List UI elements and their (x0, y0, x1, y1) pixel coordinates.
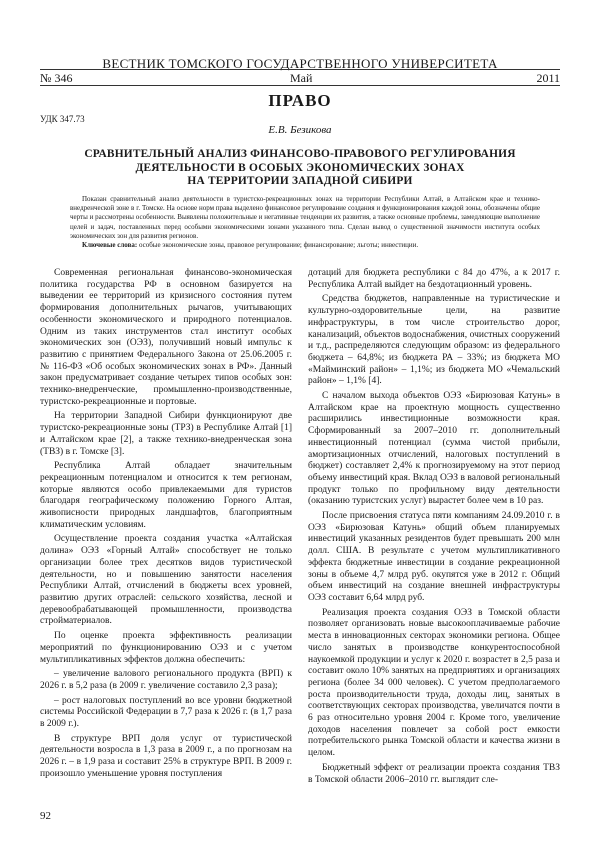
title-line: НА ТЕРРИТОРИИ ЗАПАДНОЙ СИБИРИ (187, 175, 413, 187)
paragraph: С началом выхода объектов ОЭЗ «Бирюзовая Катунь» в Алтайском крае на проектную мощность существенно расширились инвестиционные возможности края. Сформированный за 2007–2010 гг. дополнительный инвестиционный потенциал (сумма чистой прибыли, амортизационных отчислений, налоговых поступлений в бюджет) составляет 2,4% к прогнозируемому на этот период объему инвестиций края. Вклад ОЭЗ в валовой региональный продукт только по профильному виду деятельности (оказанию туристских услуг) вырастет более чем в 10 раз. (308, 391, 560, 507)
header-rule-top (40, 69, 560, 70)
page-number: 92 (40, 810, 51, 822)
issue-year: 2011 (536, 71, 560, 85)
paragraph: Бюджетный эффект от реализации проекта создания ТВЗ в Томской области 2006–2010 гг. выглядит сле- (308, 762, 560, 785)
keywords (70, 241, 540, 250)
issue-number: № 346 (40, 71, 73, 85)
article-title (70, 148, 530, 189)
title-line: ДЕЯТЕЛЬНОСТИ В ОСОБЫХ ЭКОНОМИЧЕСКИХ ЗОНАХ (135, 161, 465, 174)
paragraph: Осуществление проекта создания участка «Алтайская долина» ОЭЗ «Горный Алтай» способствует не только организации более трех десятков видов туристической деятельности, но и повышению занятости населения Республики Алтай, отчислений в бюджеты всех уровней, развитию других отраслей: сельского хозяйства, лесной и деревообрабатывающей промышленности, производства стройматериалов. (40, 534, 292, 627)
paragraph: На территории Западной Сибири функционируют две туристско-рекреационные зоны (ТРЗ) в Республике Алтай [1] и Алтайском крае [2], а также технико-внедренческая зона (ТВЗ) в г. Томске [3]. (40, 411, 292, 457)
paragraph: Средства бюджетов, направленные на туристические и культурно-оздоровительные цели, на развитие инфраструктуры, в том числе строительство дорог, канализаций, объектов водоснабжения, очистных сооружений и т.д., распределяются следующим образом: из федерального бюджета – 64,8%; из бюджета РА – 33%; из бюджета МО «Майминский район» – 1,1%; из бюджета МО «Чемальский район» – 1,1% [4]. (308, 294, 560, 387)
keywords-text: особые экономические зоны, правовое регулирование; финансирование; льготы; инвестиции. (138, 241, 419, 250)
udk-code: УДК 347.73 (40, 114, 85, 124)
paragraph: Реализация проекта создания ОЭЗ в Томской области позволяет организовать новые высокооплачиваемые рабочие места в инновационных секторах экономики региона. Общее число занятых в производстве конкурентоспособной наукоемкой продукции и услуг к 2020 г. возрастет в 2,5 раза и составит около 10% занятых на предприятиях и организациях региона (более 34 000 человек). С учетом предполагаемого роста производительности труда, доходы лиц, занятых в соответствующих секторах производства, увеличатся почти в 6 раз относительно уровня 2004 г. Кроме того, увеличение доходов населения повлечет за собой рост емкости потребительского рынка Томской области и качества жизни в целом. (308, 607, 560, 759)
section-heading: ПРАВО (268, 91, 332, 110)
issue-month: Май (290, 71, 313, 85)
list-item: – рост налоговых поступлений во все уровни бюджетной системы Российской Федерации в 7,7 раза к 2026 г. (в 1,7 раза в 2009 г.). (40, 695, 292, 730)
keywords-label: Ключевые слова: (82, 241, 138, 250)
right-column (308, 268, 560, 789)
paragraph: Республика Алтай обладает значительным рекреационным потенциалом и относится к тем регионам, которые являются особо привлекаемыми для туристов благодаря географическому положению Горного Алтая, живописности природных ландшафтов, благоприятным климатическим условиям. (40, 461, 292, 530)
journal-title: ВЕСТНИК ТОМСКОГО ГОСУДАРСТВЕННОГО УНИВЕРСИТЕТА (102, 56, 498, 71)
paragraph: После присвоения статуса пяти компаниям 24.09.2010 г. в ОЭЗ «Бирюзовая Катунь» общий объем планируемых инвестиций указанных резидентов будет превышать 200 млн долл. США. В результате с учетом мультипликативного эффекта бюджетные инвестиции в создание рекреационной зоны в объеме 4,7 млрд руб. окупятся уже в 2012 г. Общий объем инвестиций на создание внешней инфраструктуры ОЭЗ составит 6,64 млрд руб. (308, 511, 560, 603)
header-rule-bottom (40, 85, 560, 86)
author-name: Е.В. Безикова (268, 124, 332, 136)
paragraph: дотаций для бюджета республики с 84 до 47%, а к 2017 г. Республика Алтай выйдет на бездотационный уровень. (308, 268, 560, 290)
paragraph: По оценке проекта эффективность реализации мероприятий по функционированию ОЭЗ и с учетом мультипликативных эффектов должна обеспечить: (40, 631, 292, 665)
paragraph: В структуре ВРП доля услуг от туристической деятельности возросла в 1,3 раза в 2009 г., а по прогнозам на 2026 г. – в 1,9 раза и составит 25% в структуре ВРП. В 2009 г. произошло уменьшение уровня поступления (40, 733, 292, 779)
paragraph: Современная региональная финансово-экономическая политика государства РФ в основном базируется на выведении ее территорий из кризисного состояния путем формирования дополнительных рычагов, учитывающих особенности экономического и природного потенциалов. Одним из таких инструментов стал институт особых экономических зон (ОЭЗ), получивший новый импульс к развитию с принятием Федерального Закона от 25.06.2005 г. № 116-ФЗ «Об особых экономических зонах в РФ». Данный закон предусматривает создание четырех типов особых зон: технико-внедренческие, промышленно-производственные, туристско-рекреационные и портовые. (40, 268, 292, 407)
left-column (40, 268, 292, 784)
abstract (70, 195, 540, 250)
abstract-text: Показан сравнительный анализ деятельности в туристско-рекреационных зонах на территории Республики Алтай, в Алтайском крае и технико-внедренческой зоне в г. Томске. На основе норм права выделено финансовое регулирование создания и функционирования каждой зоны, обозначены общие черты и рассмотрены особенности. Выявлены положительные и негативные тенденции их развития, а также основные проблемы, замедляющие выполнение целей и задач, поставленных перед особыми экономическими зонами указанного типа. Сделан вывод о существенной значимости института особых экономических зон для развития регионов. (70, 195, 540, 240)
list-item: – увеличение валового регионального продукта (ВРП) к 2026 г. в 5,2 раза (в 2009 г. увеличение составило 2,3 раза); (40, 669, 292, 691)
title-line: СРАВНИТЕЛЬНЫЙ АНАЛИЗ ФИНАНСОВО-ПРАВОВОГО РЕГУЛИРОВАНИЯ (84, 148, 516, 160)
